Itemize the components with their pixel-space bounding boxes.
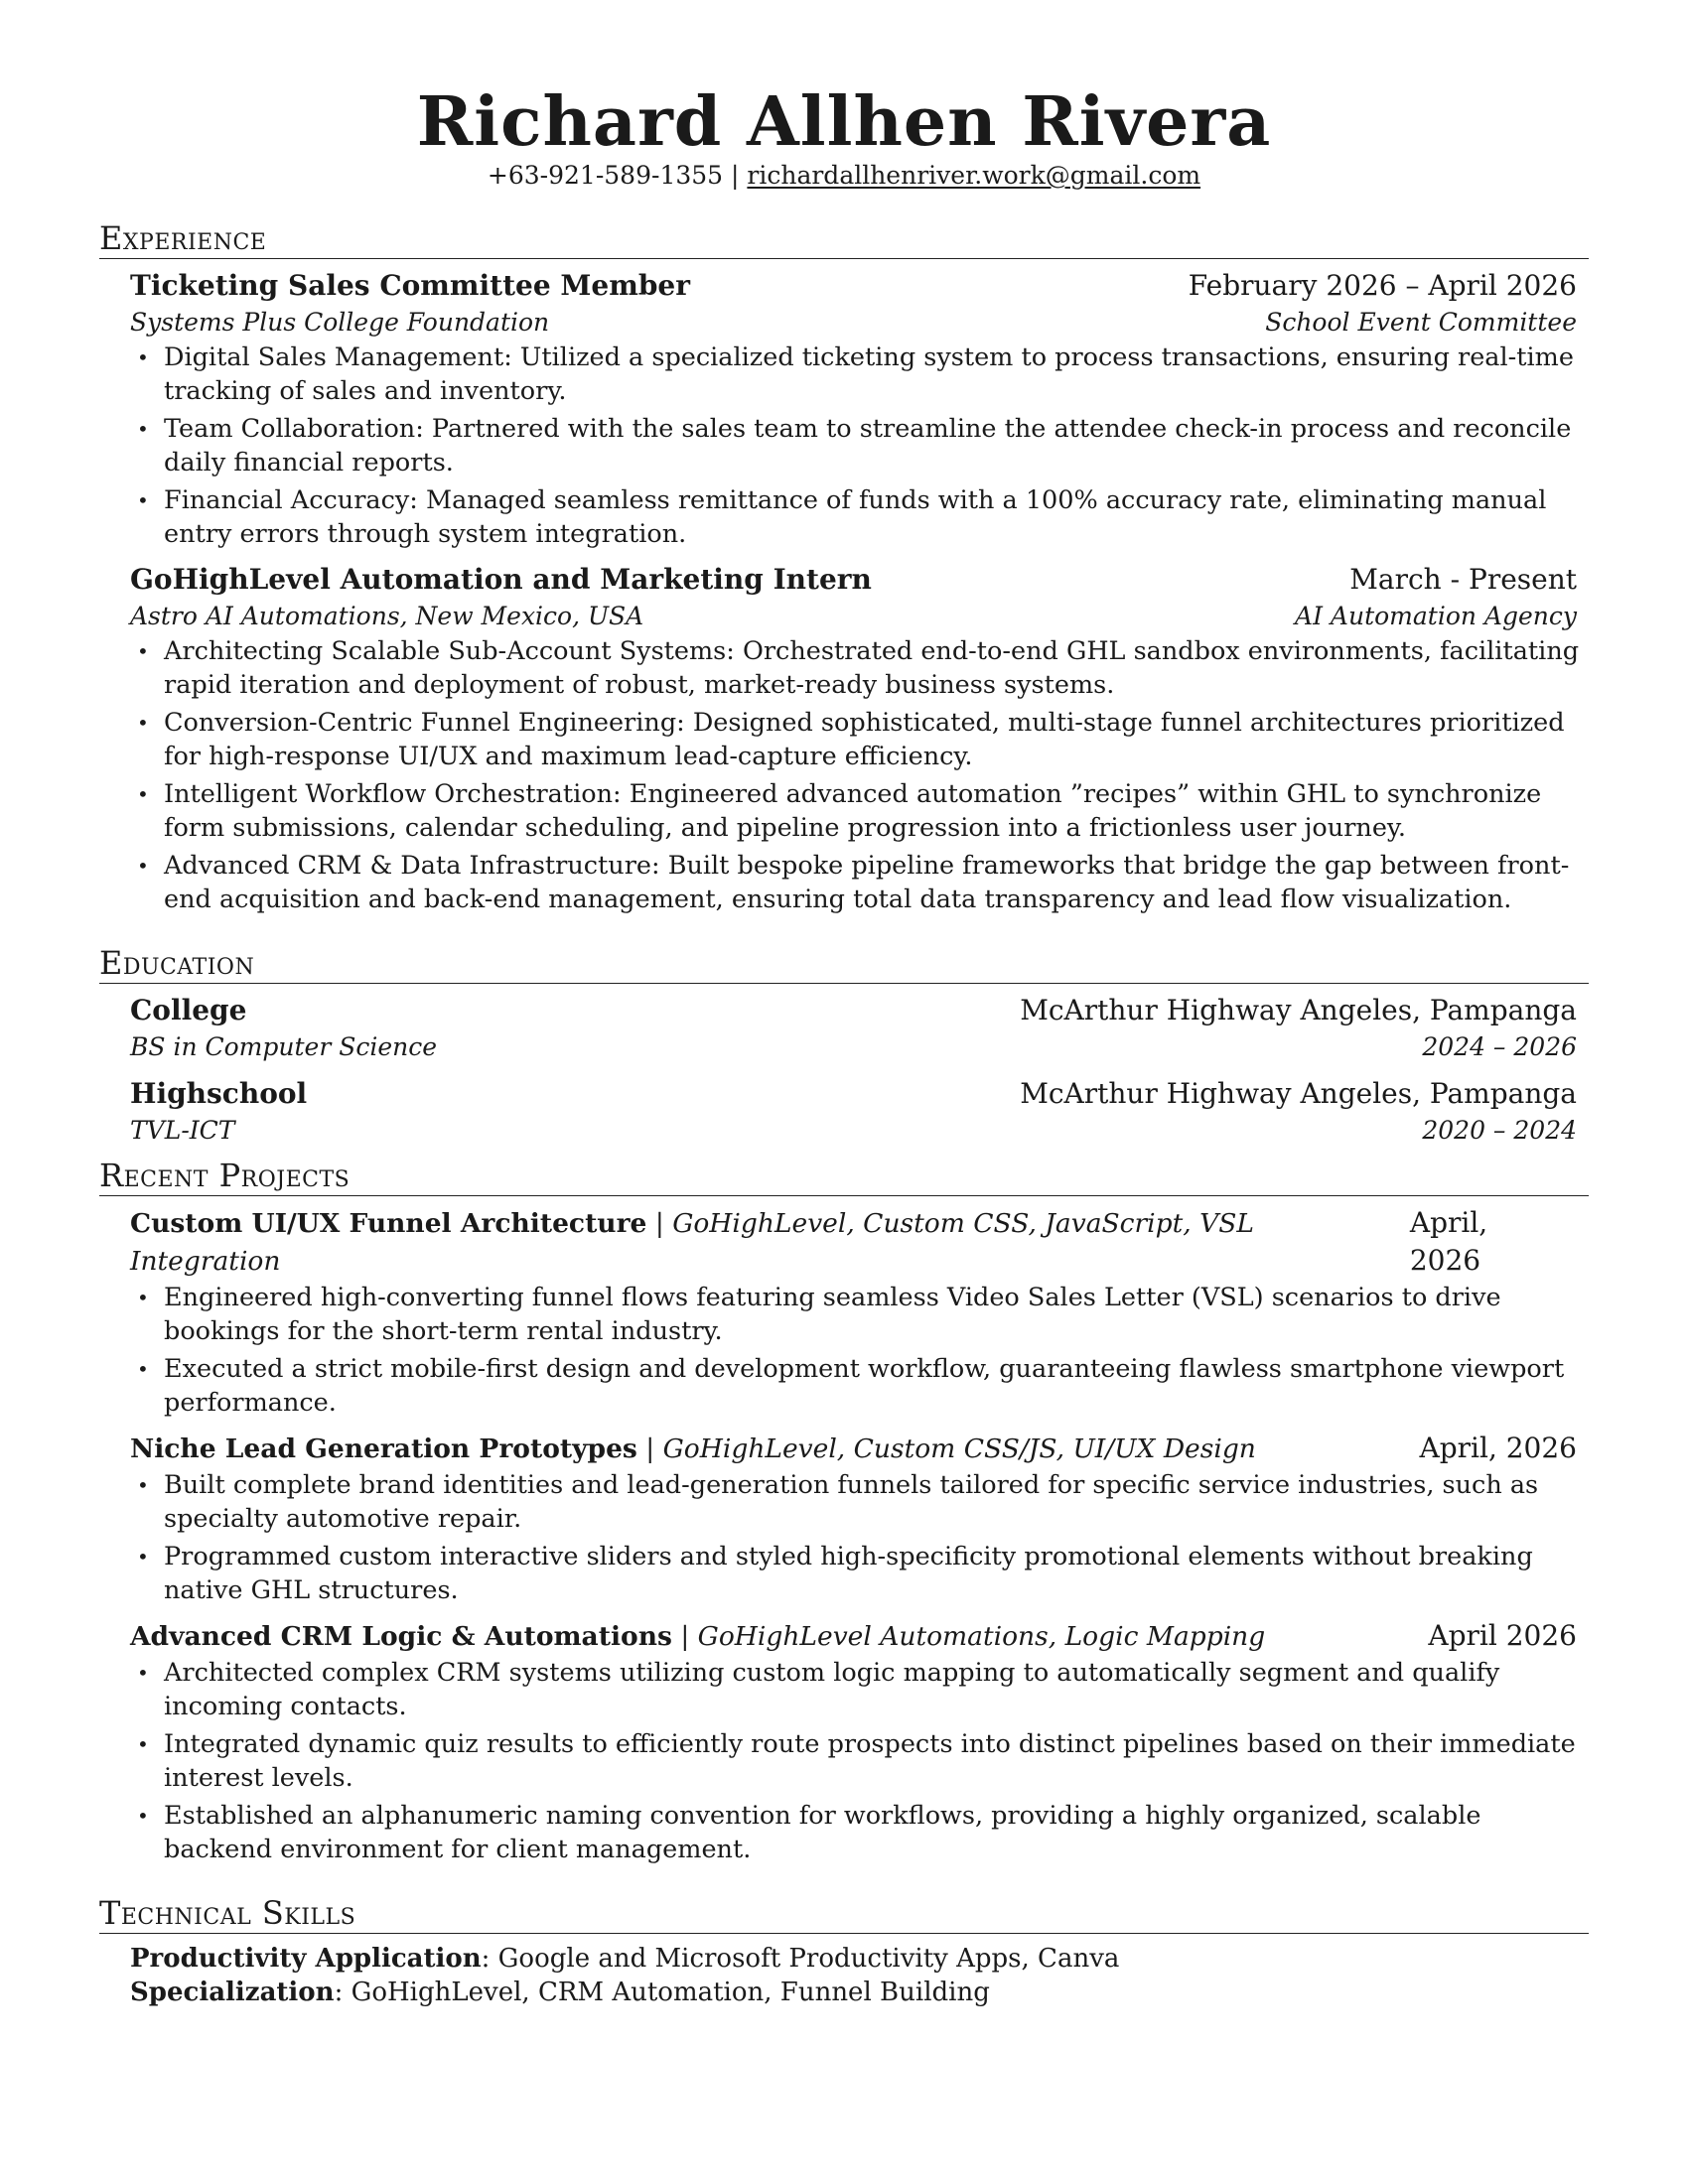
project-separator: | xyxy=(636,1433,663,1464)
project-date: April, 2026 xyxy=(1409,1206,1488,1277)
bullet-icon: • xyxy=(137,1473,149,1497)
bullet-list xyxy=(99,1281,1589,1420)
list-item xyxy=(137,1727,1589,1795)
bullet-text: Architecting Scalable Sub-Account Systems: Orchestrated end-to-end GHL sandbox environments, facilitating rapid iteration and deployment of robust, market-ready business systems. xyxy=(164,636,1580,700)
list-item xyxy=(137,1656,1589,1723)
bullet-text: Programmed custom interactive sliders and styled high-specificity promotional elements without breaking native GHL structures. xyxy=(164,1542,1533,1605)
bullet-list xyxy=(99,1468,1589,1607)
list-item xyxy=(137,849,1589,916)
section-title-projects: Recent Projects xyxy=(99,1157,351,1194)
section-divider xyxy=(99,1933,1589,1934)
list-item xyxy=(137,634,1589,702)
school-location: McArthur Highway Angeles, Pampanga xyxy=(1020,994,1577,1026)
job-organization-type: School Event Committee xyxy=(1265,308,1577,337)
bullet-text: Conversion-Centric Funnel Engineering: Designed sophisticated, multi-stage funnel architectures prioritized for high-response UI/UX and maximum lead-capture efficiency. xyxy=(164,708,1565,771)
experience-entry xyxy=(99,561,1589,634)
contact-line xyxy=(99,160,1589,192)
list-item xyxy=(137,1540,1589,1607)
project-entry xyxy=(99,1617,1589,1656)
project-name: Custom UI/UX Funnel Architecture xyxy=(130,1208,647,1239)
bullet-list xyxy=(99,634,1589,916)
project-tech: GoHighLevel Automations, Logic Mapping xyxy=(697,1621,1266,1652)
skill-value: : Google and Microsoft Productivity Apps, Canva xyxy=(481,1944,1120,1974)
project-name: Advanced CRM Logic & Automations xyxy=(130,1621,672,1652)
list-item xyxy=(137,706,1589,773)
candidate-name: Richard Allhen Rivera xyxy=(416,82,1272,162)
section-title-experience: Experience xyxy=(99,219,267,257)
bullet-list xyxy=(99,1656,1589,1866)
bullet-icon: • xyxy=(137,854,149,878)
bullet-icon: • xyxy=(137,1732,149,1756)
resume-page xyxy=(99,79,1589,2164)
skill-value: : GoHighLevel, CRM Automation, Funnel Building xyxy=(334,1978,990,2007)
project-separator: | xyxy=(671,1621,698,1652)
skill-label: Productivity Application xyxy=(130,1944,482,1974)
degree: BS in Computer Science xyxy=(130,1032,438,1061)
bullet-text: Advanced CRM & Data Infrastructure: Built bespoke pipeline frameworks that bridge the gap between front-end acquisition and back-end management, ensuring total data transparency and lead flow visualization. xyxy=(164,851,1570,914)
list-item xyxy=(137,1799,1589,1866)
school-name: College xyxy=(130,994,247,1026)
job-role: GoHighLevel Automation and Marketing Intern xyxy=(130,563,872,596)
project-name: Niche Lead Generation Prototypes xyxy=(130,1433,637,1464)
bullet-text: Established an alphanumeric naming convention for workflows, providing a highly organized, scalable backend environment for client management. xyxy=(164,1801,1481,1864)
list-item xyxy=(137,1281,1589,1348)
section-divider xyxy=(99,983,1589,984)
bullet-text: Engineered high-converting funnel flows featuring seamless Video Sales Letter (VSL) scenarios to drive bookings for the short-term rental industry. xyxy=(164,1283,1501,1346)
section-title-skills: Technical Skills xyxy=(99,1894,356,1932)
project-date: April 2026 xyxy=(1428,1619,1577,1652)
list-item xyxy=(137,1352,1589,1420)
section-divider xyxy=(99,1195,1589,1196)
skill-line xyxy=(130,1976,1589,2009)
project-tech: GoHighLevel, Custom CSS, JavaScript, VSL Integration xyxy=(130,1208,1254,1277)
list-item xyxy=(137,412,1589,479)
skill-line xyxy=(130,1942,1589,1976)
bullet-icon: • xyxy=(137,488,149,512)
list-item xyxy=(137,341,1589,408)
bullet-list xyxy=(99,341,1589,551)
bullet-icon: • xyxy=(137,1357,149,1381)
experience-entry xyxy=(99,267,1589,341)
phone-number: +63-921-589-1355 xyxy=(487,161,724,190)
section-divider xyxy=(99,258,1589,259)
education-dates: 2024 – 2026 xyxy=(1422,1032,1577,1061)
bullet-text: Intelligent Workflow Orchestration: Engineered advanced automation ”recipes” within GHL to synchronize form submissions, calendar scheduling, and pipeline progression into a frictionless user journey. xyxy=(164,779,1542,843)
degree: TVL-ICT xyxy=(130,1116,235,1145)
project-tech: GoHighLevel, Custom CSS/JS, UI/UX Design xyxy=(662,1433,1256,1464)
list-item xyxy=(137,483,1589,551)
job-organization: Astro AI Automations, New Mexico, USA xyxy=(130,602,644,630)
project-date: April, 2026 xyxy=(1419,1432,1577,1464)
education-entry xyxy=(99,1075,1589,1149)
project-entry xyxy=(99,1204,1589,1281)
education-entry xyxy=(99,992,1589,1065)
bullet-icon: • xyxy=(137,417,149,441)
education-dates: 2020 – 2024 xyxy=(1422,1116,1577,1145)
school-name: Highschool xyxy=(130,1077,308,1110)
list-item xyxy=(137,777,1589,845)
section-title-education: Education xyxy=(99,944,255,982)
bullet-text: Team Collaboration: Partnered with the sales team to streamline the attendee check-in process and reconcile daily financial reports. xyxy=(164,414,1572,478)
bullet-icon: • xyxy=(137,1804,149,1828)
job-dates: February 2026 – April 2026 xyxy=(1188,269,1577,302)
job-organization: Systems Plus College Foundation xyxy=(130,308,550,337)
bullet-icon: • xyxy=(137,345,149,369)
project-entry xyxy=(99,1430,1589,1468)
list-item xyxy=(137,1468,1589,1536)
bullet-text: Financial Accuracy: Managed seamless remittance of funds with a 100% accuracy rate, eliminating manual entry errors through system integration. xyxy=(164,485,1547,549)
bullet-icon: • xyxy=(137,711,149,735)
contact-separator: | xyxy=(723,161,748,190)
bullet-text: Architected complex CRM systems utilizing custom logic mapping to automatically segment and qualify incoming contacts. xyxy=(164,1658,1500,1721)
job-role: Ticketing Sales Committee Member xyxy=(130,269,690,302)
school-location: McArthur Highway Angeles, Pampanga xyxy=(1020,1077,1577,1110)
job-organization-type: AI Automation Agency xyxy=(1295,602,1577,630)
bullet-icon: • xyxy=(137,639,149,663)
bullet-text: Digital Sales Management: Utilized a specialized ticketing system to process transactions, ensuring real-time tracking of sales and inventory. xyxy=(164,342,1574,406)
bullet-icon: • xyxy=(137,1286,149,1309)
bullet-text: Integrated dynamic quiz results to efficiently route prospects into distinct pipelines based on their immediate interest levels. xyxy=(164,1729,1576,1793)
skill-label: Specialization xyxy=(130,1978,335,2007)
job-dates: March - Present xyxy=(1349,563,1577,596)
project-separator: | xyxy=(646,1208,673,1239)
bullet-icon: • xyxy=(137,1545,149,1569)
bullet-icon: • xyxy=(137,1661,149,1685)
bullet-text: Built complete brand identities and lead-generation funnels tailored for specific service industries, such as specialty automotive repair. xyxy=(164,1470,1539,1534)
bullet-icon: • xyxy=(137,782,149,806)
skills-list xyxy=(99,1942,1589,2009)
bullet-text: Executed a strict mobile-first design and development workflow, guaranteeing flawless smartphone viewport performance. xyxy=(164,1354,1565,1418)
email-link[interactable]: richardallhenriver.work@gmail.com xyxy=(747,161,1201,190)
